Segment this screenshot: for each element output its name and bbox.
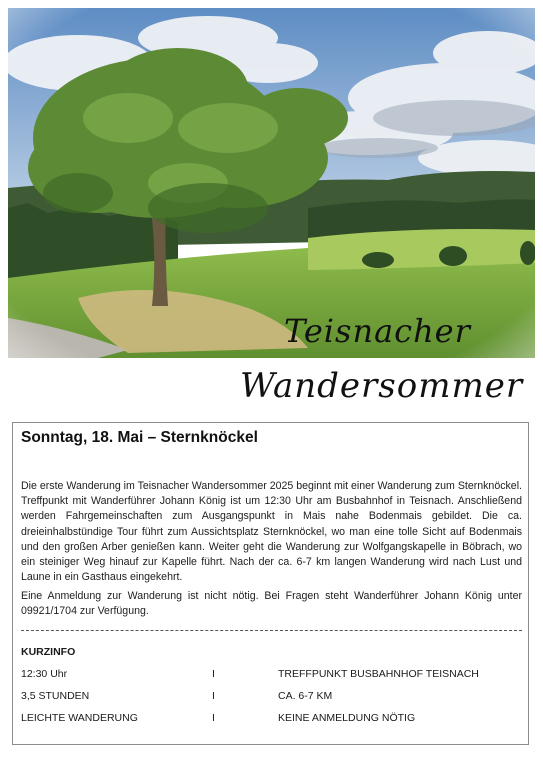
hero-photo bbox=[8, 8, 535, 358]
info-row bbox=[13, 690, 530, 706]
info-right: TREFFPUNKT BUSBAHNHOF TEISNACH bbox=[278, 668, 479, 680]
event-card bbox=[12, 422, 529, 745]
info-row bbox=[13, 712, 530, 728]
info-left: LEICHTE WANDERUNG bbox=[21, 712, 138, 724]
landscape-illustration bbox=[8, 8, 535, 358]
title-line-2: Wandersommer bbox=[240, 366, 524, 406]
info-separator: I bbox=[212, 712, 215, 724]
kurzinfo-title: KURZINFO bbox=[21, 646, 76, 658]
registration-note: Eine Anmeldung zur Wanderung ist nicht nötig. Bei Fragen steht Wanderführer Johann König unter 09921/1704 zur Verfügung. bbox=[21, 590, 522, 618]
info-separator: I bbox=[212, 668, 215, 680]
event-description: Die erste Wanderung im Teisnacher Wandersommer 2025 beginnt mit einer Wanderung zum Sternknöckel. Treffpunkt mit Wanderführer Johann König ist um 12:30 Uhr am Busbahnhof in Teisnach. Anschließend werden Fahrgemeinschaften zum Ausgangspunkt in Mais nahe Bodenmais gebildet. Die ca. dreieinhalbstündige Tour führt zum Aussichtsplatz Sternknöckel, wo man eine tolle Sicht auf Bodenmais und den großen Arber genießen kann. Weiter geht die Wanderung zur Wolfgangskapelle in Böbrach, wo ein steiniger Weg hinauf zur Kapelle führt. Nach der ca. 6-7 km langen Wanderung wird nach Lust und Laune in ein Gasthaus eingekehrt. bbox=[21, 480, 522, 584]
event-heading: Sonntag, 18. Mai – Sternknöckel bbox=[21, 429, 258, 446]
info-row bbox=[13, 668, 530, 684]
info-right: KEINE ANMELDUNG NÖTIG bbox=[278, 712, 416, 724]
info-separator: I bbox=[212, 690, 215, 702]
dashed-divider bbox=[21, 630, 522, 631]
title-line-1: Teisnacher bbox=[284, 312, 471, 350]
info-right: CA. 6-7 KM bbox=[278, 690, 333, 702]
info-left: 3,5 STUNDEN bbox=[21, 690, 90, 702]
info-left: 12:30 Uhr bbox=[21, 668, 68, 680]
